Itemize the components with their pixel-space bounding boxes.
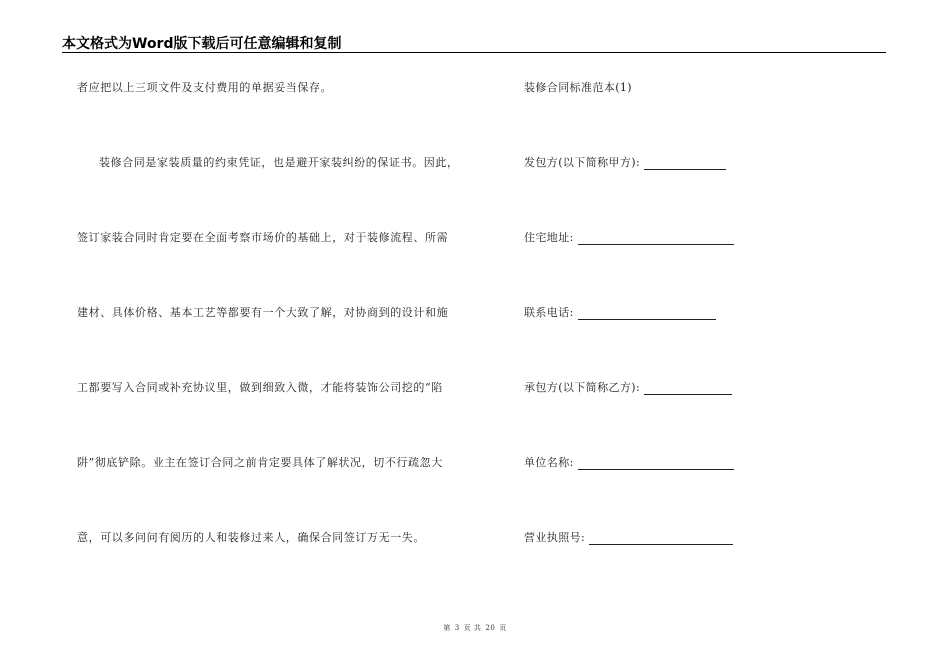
paragraph-line: 签订家装合同时肯定要在全面考察市场价的基础上，对于装修流程、所需: [77, 231, 449, 244]
paragraph-line: 阱”彻底铲除。业主在签订合同之前肯定要具体了解状况，切不行疏忽大: [77, 456, 443, 469]
page-number: 3: [454, 624, 460, 632]
footer-prefix: 第: [443, 624, 451, 632]
field-party-b: [524, 379, 732, 395]
field-address: [524, 229, 734, 245]
fill-in-blank[interactable]: [578, 309, 716, 320]
paragraph-line: 装修合同是家装质量的约束凭证，也是避开家装纠纷的保证书。因此，: [99, 156, 459, 169]
page-footer: [0, 623, 950, 633]
fill-in-blank[interactable]: [578, 234, 734, 245]
field-label: 承包方(以下简称乙方):: [524, 381, 641, 394]
paragraph-line: 工都要写入合同或补充协议里，做到细致入微，才能将装饰公司挖的“陷: [77, 381, 443, 394]
field-party-a: [524, 154, 726, 170]
field-business-license: [524, 529, 733, 545]
field-company-name: [524, 454, 734, 470]
footer-mid: 页 共: [463, 624, 482, 632]
field-label: 联系电话:: [524, 306, 574, 319]
field-label: 发包方(以下简称甲方):: [524, 156, 641, 169]
paragraph-line: 者应把以上三项文件及支付费用的单据妥当保存。: [77, 81, 333, 94]
field-phone: [524, 304, 716, 320]
fill-in-blank[interactable]: [644, 159, 726, 170]
header-divider: [62, 52, 886, 53]
paragraph-line: 建材、具体价格、基本工艺等都要有一个大致了解，对协商到的设计和施: [77, 306, 449, 319]
fill-in-blank[interactable]: [578, 459, 734, 470]
field-label: 住宅地址:: [524, 231, 574, 244]
fill-in-blank[interactable]: [644, 384, 732, 395]
document-header: 本文格式为Word版下载后可任意编辑和复制: [62, 36, 342, 52]
total-pages: 20: [485, 624, 496, 632]
field-label: 单位名称:: [524, 456, 574, 469]
fill-in-blank[interactable]: [589, 534, 733, 545]
paragraph-line: 意，可以多问问有阅历的人和装修过来人，确保合同签订万无一失。: [77, 531, 425, 544]
footer-suffix: 页: [499, 624, 507, 632]
field-label: 营业执照号:: [524, 531, 586, 544]
contract-title: 装修合同标准范本(1): [524, 81, 632, 94]
